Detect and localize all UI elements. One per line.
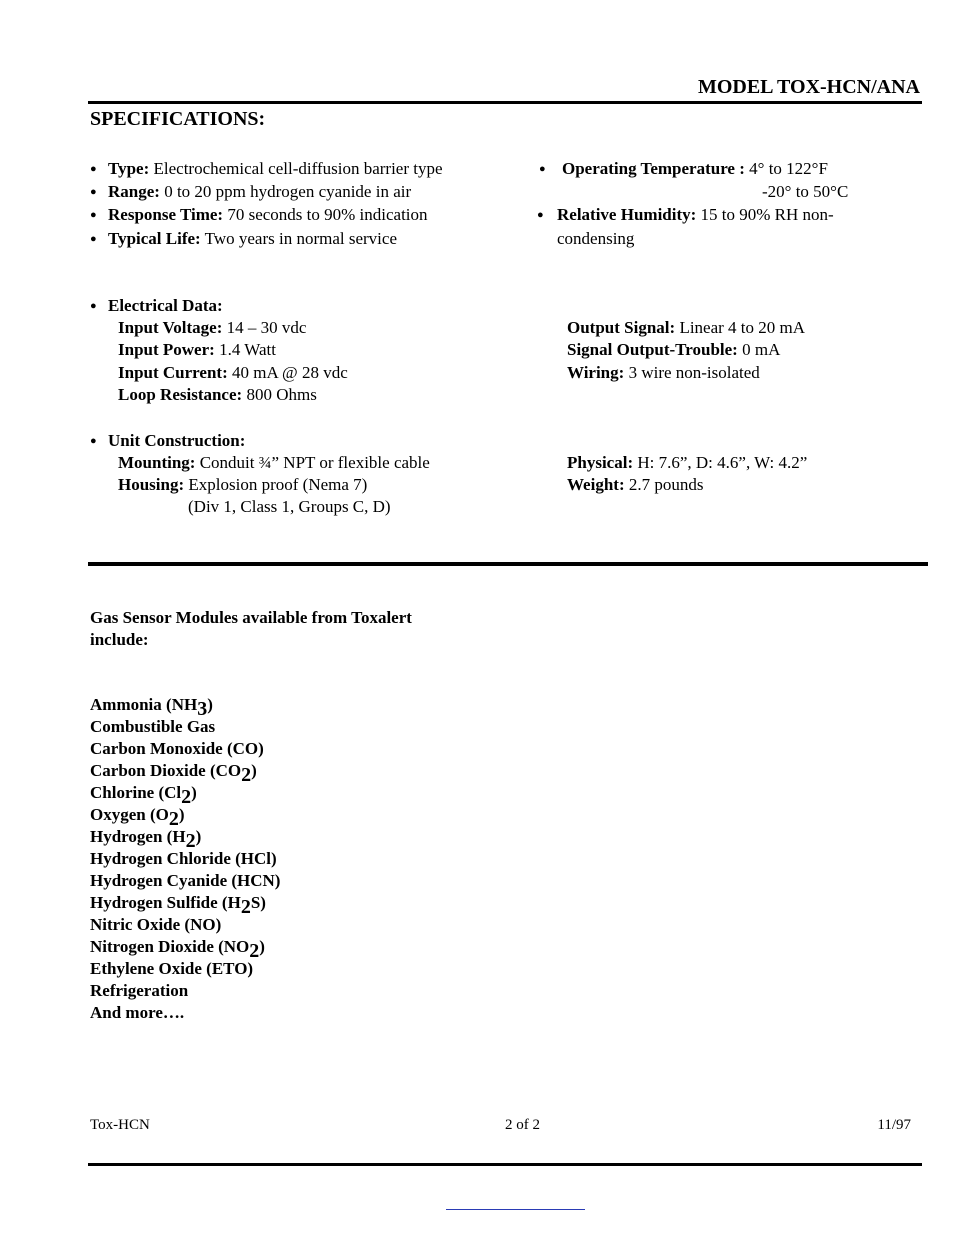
gas-module-item: Hydrogen Chloride (HCl) (90, 849, 277, 868)
gas-module-item: Nitric Oxide (NO) (90, 915, 222, 934)
physical: Physical: H: 7.6”, D: 4.6”, W: 4.2” (567, 453, 808, 472)
gas-module-item: Hydrogen Cyanide (HCN) (90, 871, 281, 890)
bullet-icon: ● (90, 300, 97, 312)
housing-classification: (Div 1, Class 1, Groups C, D) (188, 497, 391, 516)
spec-humidity: Relative Humidity: 15 to 90% RH non- (557, 205, 834, 224)
spec-operating-temp: Operating Temperature : 4° to 122°F (562, 159, 828, 178)
gas-module-list (90, 694, 280, 1024)
input-current: Input Current: 40 mA @ 28 vdc (118, 363, 348, 382)
footer-rule (88, 1163, 922, 1166)
model-title: MODEL TOX-HCN/ANA (697, 76, 920, 98)
link-underline[interactable] (446, 1209, 585, 1210)
gas-module-item: Combustible Gas (90, 717, 216, 736)
spec-response-time: Response Time: 70 seconds to 90% indication (108, 205, 428, 224)
modules-intro-line1: Gas Sensor Modules available from Toxalert (90, 608, 412, 627)
electrical-title: Electrical Data: (108, 296, 223, 315)
weight: Weight: 2.7 pounds (567, 475, 704, 494)
footer-date: 11/97 (877, 1117, 911, 1133)
section-divider (88, 562, 928, 566)
gas-module-item: Carbon Monoxide (CO) (90, 739, 264, 758)
input-power: Input Power: 1.4 Watt (118, 340, 276, 359)
signal-output-trouble: Signal Output-Trouble: 0 mA (567, 340, 781, 359)
bullet-icon: ● (90, 435, 97, 447)
gas-module-item: Nitrogen Dioxide $(NO_2)$ (90, 937, 265, 962)
gas-module-item: And more…. (90, 1003, 185, 1022)
spec-humidity-cont: condensing (557, 229, 635, 248)
gas-module-item: Refrigeration (90, 981, 189, 1000)
bullet-icon: ● (539, 163, 546, 175)
modules-intro-line2: include: (90, 630, 149, 649)
input-voltage: Input Voltage: 14 – 30 vdc (118, 318, 307, 337)
header-rule (88, 101, 922, 104)
loop-resistance: Loop Resistance: 800 Ohms (118, 385, 317, 404)
construction-title: Unit Construction: (108, 431, 246, 450)
gas-module-item: Hydrogen $(H_2)$ (90, 827, 202, 852)
bullet-icon: ● (90, 233, 97, 245)
gas-module-item: Carbon Dioxide $(CO_2)$ (90, 761, 257, 786)
bullet-icon: ● (90, 209, 97, 221)
gas-module-item: Ammonia $(NH_3)$ (90, 695, 213, 720)
spec-range: Range: 0 to 20 ppm hydrogen cyanide in air (108, 182, 412, 201)
spec-typical-life: Typical Life: Two years in normal service (108, 229, 397, 248)
bullet-icon: ● (90, 186, 97, 198)
footer-doc-id: Tox-HCN (90, 1117, 150, 1133)
mounting: Mounting: Conduit ¾” NPT or flexible cable (118, 453, 430, 472)
footer-page-number: 2 of 2 (505, 1117, 540, 1133)
gas-module-item: Hydrogen Sulfide $(H_2S)$ (90, 893, 266, 918)
output-signal: Output Signal: Linear 4 to 20 mA (567, 318, 806, 337)
housing: Housing: Explosion proof (Nema 7) (118, 475, 368, 494)
section-title: SPECIFICATIONS: (90, 108, 266, 130)
gas-module-item: Oxygen $(O_2)$ (90, 805, 185, 830)
spec-type: Type: Electrochemical cell-diffusion barrier type (108, 159, 443, 178)
gas-module-item: Ethylene Oxide (ETO) (90, 959, 254, 978)
wiring: Wiring: 3 wire non-isolated (567, 363, 760, 382)
bullet-icon: ● (90, 163, 97, 175)
gas-module-item: Chlorine $(Cl_2)$ (90, 783, 197, 808)
spec-operating-temp-celsius: -20° to 50°C (762, 182, 849, 201)
bullet-icon: ● (537, 209, 544, 221)
